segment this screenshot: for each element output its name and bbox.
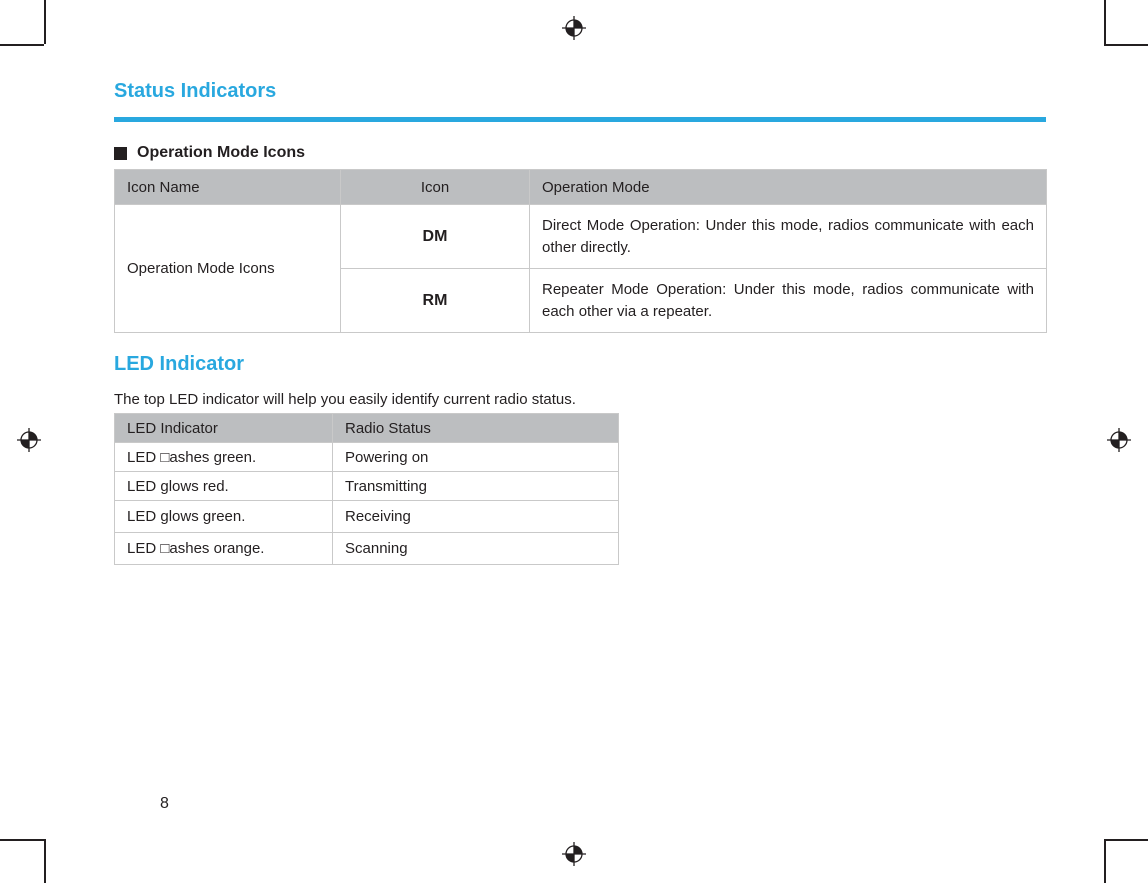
led-indicator-cell: LED □ashes orange. — [115, 533, 333, 565]
rm-icon: RM — [341, 269, 530, 333]
radio-status-cell: Scanning — [333, 533, 619, 565]
registration-mark-bottom-icon — [562, 842, 586, 866]
header-icon: Icon — [341, 170, 530, 205]
radio-status-cell: Transmitting — [333, 472, 619, 501]
led-intro-text: The top LED indicator will help you easily identify current radio status. — [114, 391, 576, 408]
header-radio-status: Radio Status — [333, 414, 619, 443]
rm-description: Repeater Mode Operation: Under this mode, radios communicate with each other via a repeater. — [530, 269, 1047, 333]
section-rule — [114, 117, 1046, 122]
header-icon-name: Icon Name — [115, 170, 341, 205]
table-header-row — [115, 170, 1047, 205]
registration-mark-left-icon — [17, 428, 41, 452]
header-led-indicator: LED Indicator — [115, 414, 333, 443]
crop-mark-bottom-right-h — [1104, 839, 1148, 841]
crop-mark-top-right-v — [1104, 0, 1106, 44]
crop-mark-top-left-h — [0, 44, 44, 46]
table-row — [115, 472, 619, 501]
dm-description: Direct Mode Operation: Under this mode, radios communicate with each other directly. — [530, 205, 1047, 269]
led-indicator-table — [114, 413, 619, 565]
square-bullet-icon — [114, 147, 127, 160]
operation-mode-table — [114, 169, 1047, 333]
section-title: Status Indicators — [114, 80, 277, 102]
page-number: 8 — [160, 795, 169, 812]
icon-name-cell: Operation Mode Icons — [115, 205, 341, 333]
registration-mark-right-icon — [1107, 428, 1131, 452]
table-header-row — [115, 414, 619, 443]
led-indicator-cell: LED □ashes green. — [115, 443, 333, 472]
radio-status-cell: Receiving — [333, 501, 619, 533]
operation-mode-title — [114, 144, 305, 162]
dm-icon: DM — [341, 205, 530, 269]
table-row — [115, 501, 619, 533]
led-indicator-title: LED Indicator — [114, 353, 245, 375]
radio-status-cell: Powering on — [333, 443, 619, 472]
led-indicator-cell: LED glows green. — [115, 501, 333, 533]
operation-mode-title-text: Operation Mode Icons — [137, 144, 306, 161]
led-indicator-cell: LED glows red. — [115, 472, 333, 501]
crop-mark-top-left-v — [44, 0, 46, 44]
crop-mark-bottom-right-v — [1104, 839, 1106, 883]
table-row — [115, 205, 1047, 269]
table-row — [115, 533, 619, 565]
table-row — [115, 443, 619, 472]
registration-mark-top-icon — [562, 16, 586, 40]
crop-mark-bottom-left-h — [0, 839, 44, 841]
header-operation-mode: Operation Mode — [530, 170, 1047, 205]
crop-mark-bottom-left-v — [44, 839, 46, 883]
crop-mark-top-right-h — [1104, 44, 1148, 46]
